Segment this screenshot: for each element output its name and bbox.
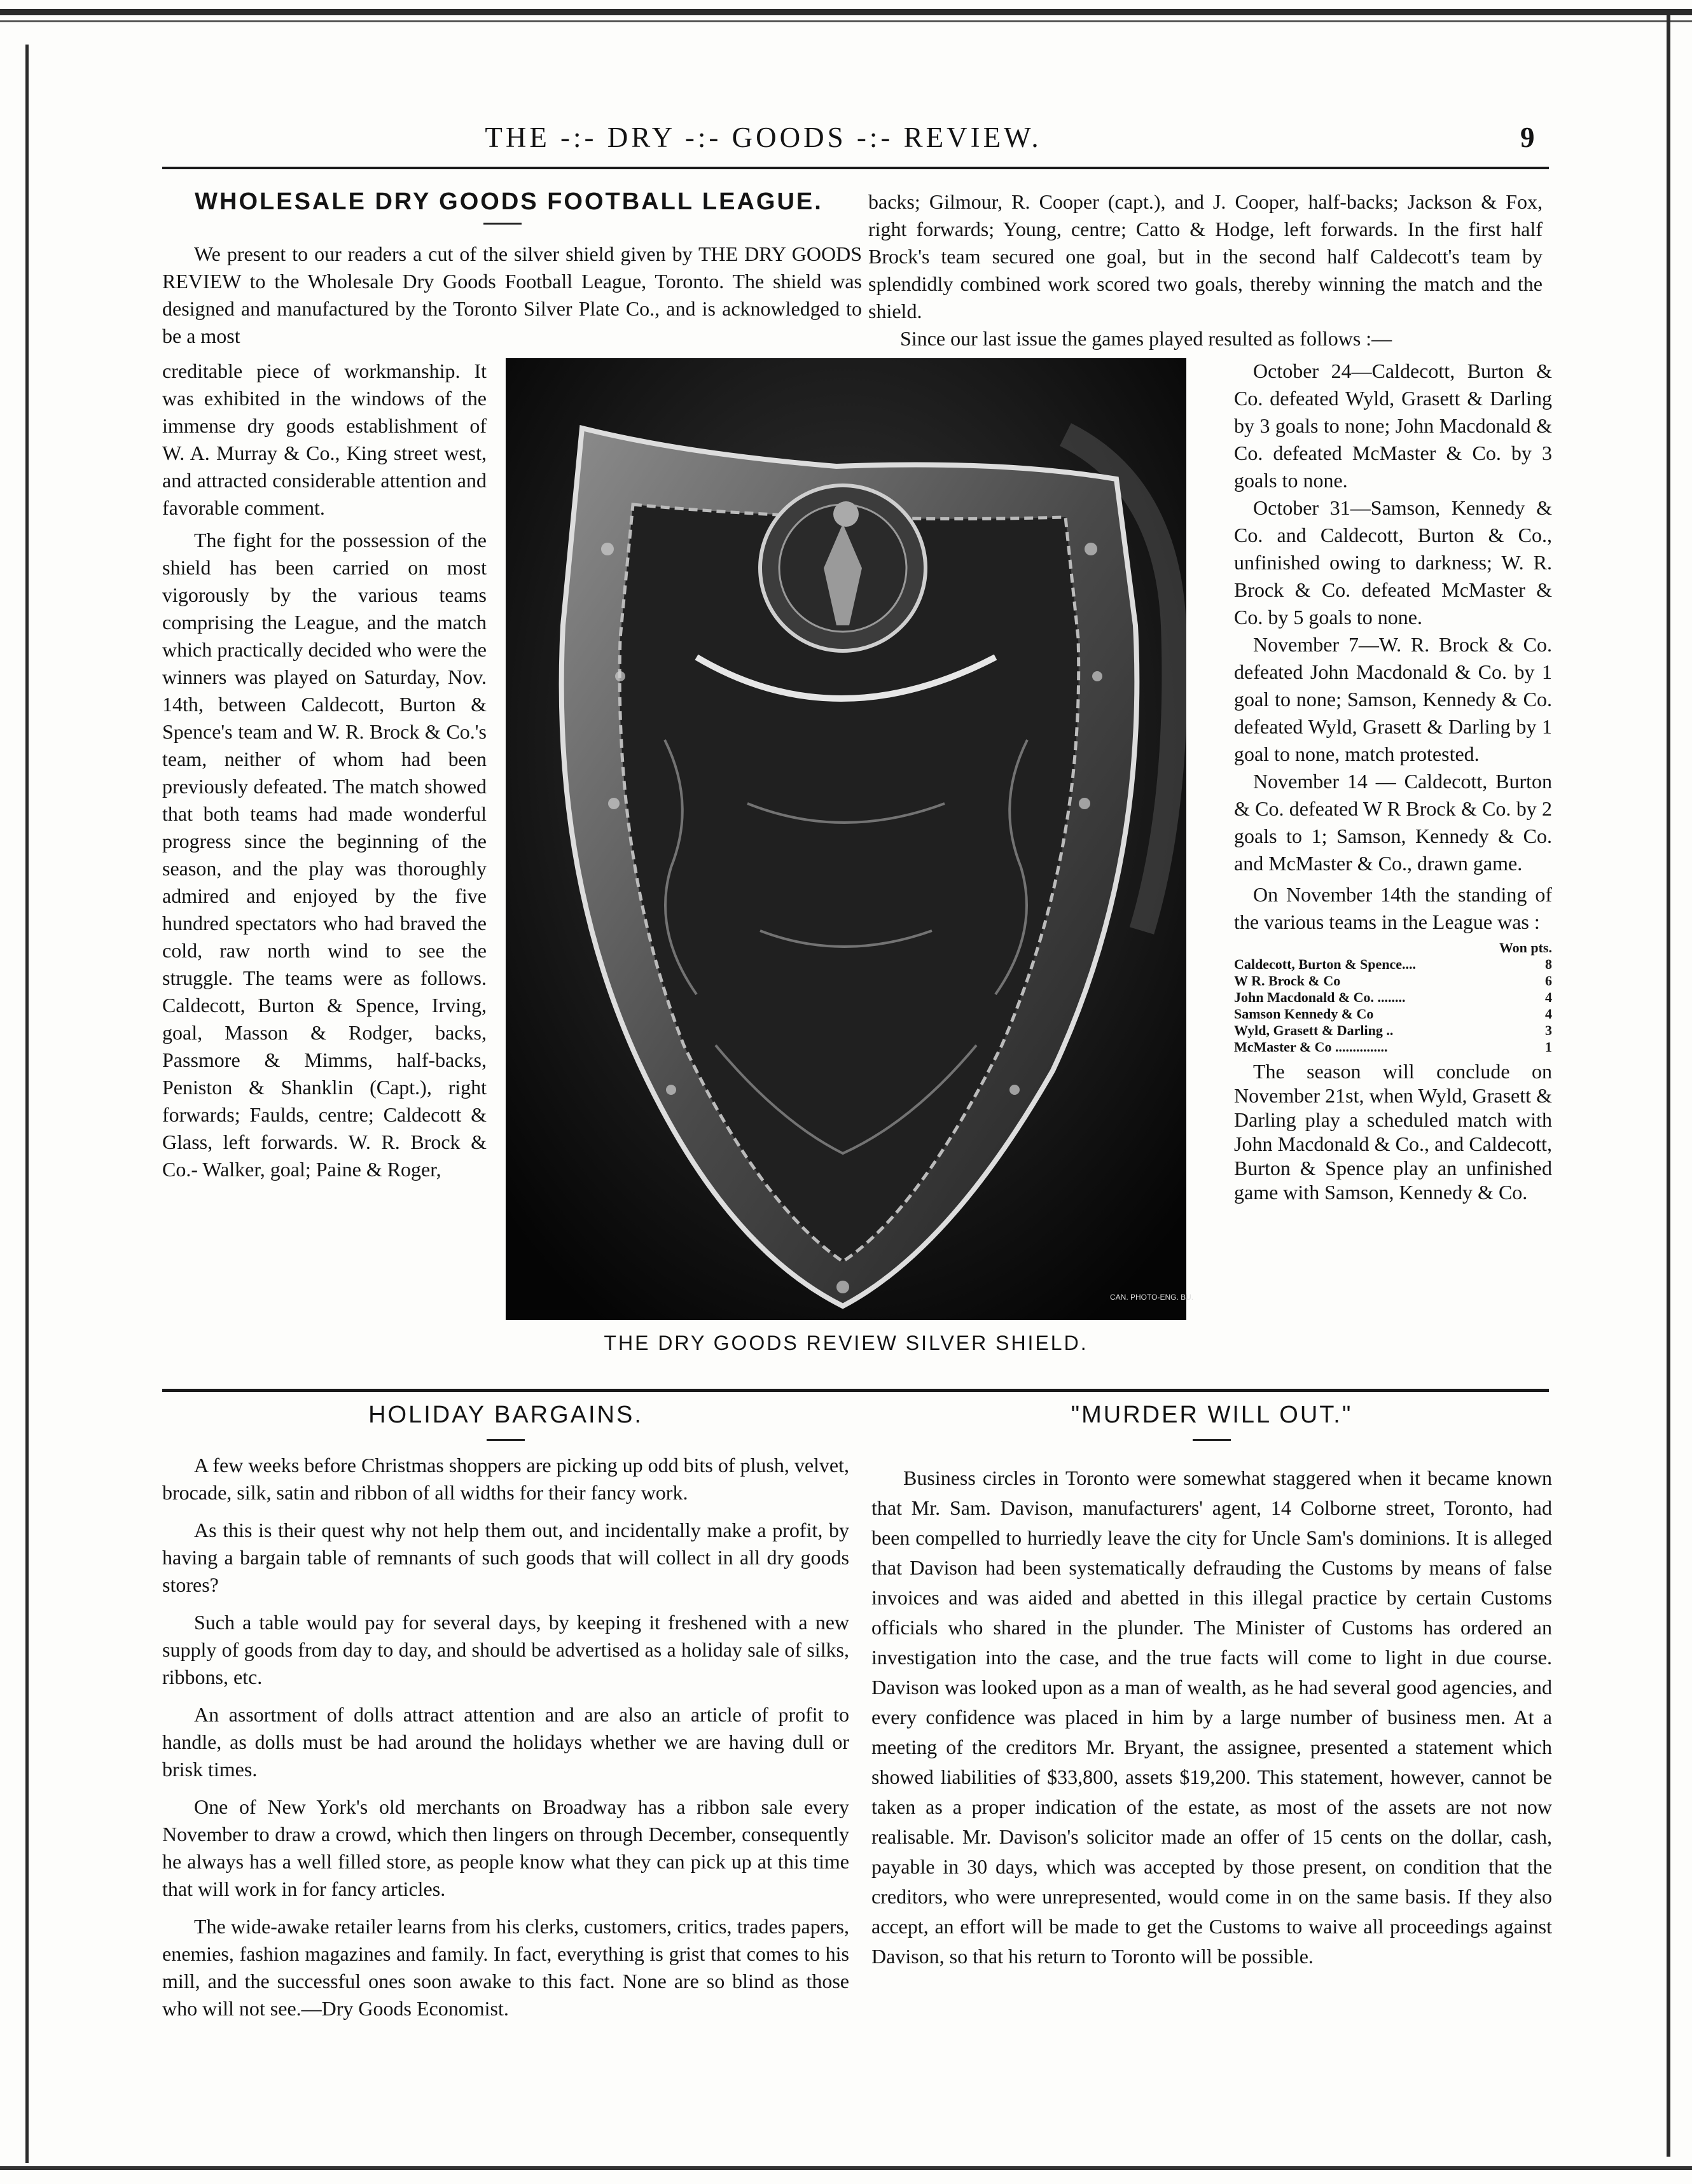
bottom-scan-border (0, 2166, 1692, 2170)
team-points: 4 (1545, 989, 1552, 1005)
holiday-para-6: The wide-awake retailer learns from his clerks, customers, critics, trades papers, enemies, fashion magazines and family. In fact, everything is grist that comes to his mill, and the successful ones soon awake to this fact. None are so blind as those who will not see.—Dry Goods Economist. (162, 1915, 849, 2020)
results-oct-24: October 24—Caldecott, Burton & Co. defeated Wyld, Grasett & Darling by 3 goals to none; John Macdonald & Co. defeated McMaster & Co. by 3 goals to none. (1234, 359, 1552, 492)
football-right-top-para-1: backs; Gilmour, R. Cooper (capt.), and J. Cooper, half-backs; Jackson & Fox, right forwards; Young, centre; Catto & Hodge, left forwards. In the first half Brock's team secured one goal, but in the second half Caldecott's team by splendidly combined work scored two goals, thereby winning the match and the shield. (868, 190, 1543, 323)
team-name: Caldecott, Burton & Spence.... (1234, 956, 1416, 972)
team-name: Samson Kennedy & Co (1234, 1006, 1374, 1022)
standings-row (1234, 1039, 1552, 1055)
running-head: THE -:- DRY -:- GOODS -:- REVIEW. (485, 122, 1042, 153)
photo-caption: THE DRY GOODS REVIEW SILVER SHIELD. (604, 1332, 1088, 1354)
team-points: 1 (1545, 1039, 1552, 1055)
holiday-para-5: One of New York's old merchants on Broadway has a ribbon sale every November to draw a crowd, which then lingers on through December, consequently he always has a well filled store, as people know what they can pick up at this time that will work in for fancy articles. (162, 1795, 849, 1900)
holiday-para-4: An assortment of dolls attract attention and are also an article of profit to handle, as dolls must be had around the holidays whether we are having dull or brisk times. (162, 1703, 849, 1781)
holiday-para-3: Such a table would pay for several days, by keeping it freshened with a new supply of goods from day to day, and should be advertised as a holiday sale of silks, ribbons, etc. (162, 1611, 849, 1688)
standings-header (1234, 940, 1552, 956)
football-left-column (162, 358, 487, 1183)
football-right-top (868, 188, 1543, 352)
standings-table (1234, 940, 1552, 1055)
team-name: McMaster & Co ............... (1234, 1039, 1388, 1055)
holiday-para-2: As this is their quest why not help them out, and incidentally make a profit, by having a bargain table of remnants of such goods that will collect in all dry goods stores? (162, 1519, 849, 1596)
holiday-title-dash (487, 1439, 525, 1441)
left-scan-border (25, 45, 29, 2163)
murder-para-1: Business circles in Toronto were somewhat staggered when it became known that Mr. Sam. Davison, manufacturers' agent, 14 Colborne street, Toronto, had been compelled to hurriedly leave the city for Uncle Sam's dominions. It is alleged that Davison had been systematically defrauding the Customs by means of false invoices and was aided and abetted in this illegal practice by certain Customs officials who shared in the plunder. The Minister of Customs has ordered an investigation into the case, and the true facts will come to light in due course. Davison was looked upon as a man of wealth, as he had several good agencies, and every confidence was placed in him by a large number of business men. At a meeting of the creditors Mr. Bryant, the assignee, presented a statement which showed liabilities of $33,800, assets $19,200. This statement, however, cannot be taken as a proper indication of the estate, as most of the assets are not now realisable. Mr. Davison's solicitor made an offer of 15 cents on the dollar, cash, payable in 30 days, which was accepted by those present, on condition that the creditors, who were unrepresented, would come in on the same basis. If they also accept, an effort will be made to get the Customs to waive all proceedings against Davison, so that his return to Toronto will be possible. (871, 1466, 1552, 1968)
football-title-dash (483, 223, 522, 225)
team-points: 3 (1545, 1022, 1552, 1038)
standings-row (1234, 1022, 1552, 1039)
football-title: WHOLESALE DRY GOODS FOOTBALL LEAGUE. (195, 188, 823, 215)
murder-column (871, 1463, 1552, 1972)
holiday-para-1: A few weeks before Christmas shoppers are picking up odd bits of plush, velvet, brocade, silk, satin and ribbon of all widths for their fancy work. (162, 1454, 850, 1504)
football-right-top-para-2: Since our last issue the games played resulted as follows :— (900, 327, 1392, 350)
silver-shield-photo (506, 358, 1186, 1320)
football-left-para-1: creditable piece of workmanship. It was exhibited in the windows of the immense dry goods establishment of W. A. Murray & Co., King street west, and attracted considerable attention and favorable comment. (162, 359, 487, 519)
top-scan-border-thin (0, 20, 1692, 22)
top-scan-border (0, 9, 1692, 15)
header-rule (162, 167, 1549, 169)
team-name: John Macdonald & Co. ........ (1234, 989, 1406, 1005)
right-scan-border (1667, 13, 1670, 2157)
standings-row (1234, 989, 1552, 1006)
football-right-column (1234, 358, 1552, 1204)
section-divider (162, 1389, 1549, 1392)
standings-row (1234, 1006, 1552, 1022)
team-name: Wyld, Grasett & Darling .. (1234, 1022, 1394, 1038)
team-name: W R. Brock & Co (1234, 973, 1341, 989)
results-oct-31: October 31—Samson, Kennedy & Co. and Caldecott, Burton & Co., unfinished owing to darkness; W. R. Brock & Co. defeated McMaster & Co. by 5 goals to none. (1234, 496, 1552, 629)
murder-title-dash (1193, 1439, 1231, 1441)
standings-row (1234, 973, 1552, 989)
standings-header-label: Won pts. (1499, 940, 1552, 956)
football-left-para-2: The fight for the possession of the shield has been carried on most vigorously by the various teams comprising the League, and the match which practically decided who were the winners was played on Saturday, Nov. 14th, between Caldecott, Burton & Spence's team and W. R. Brock & Co.'s team, neither of whom had been previously defeated. The match showed that both teams had made wonderful progress since the beginning of the season, and the play was thoroughly admired and enjoyed by the five hundred spectators who had braved the cold, raw north wind to see the struggle. The teams were as follows. Caldecott, Burton & Spence, Irving, goal, Masson & Rodger, backs, Passmore & Mimms, half-backs, Peniston & Shanklin (Capt.), right forwards; Faulds, centre; Caldecott & Glass, left forwards. W. R. Brock & Co.- Walker, goal; Paine & Roger, (162, 529, 487, 1181)
team-points: 6 (1545, 973, 1552, 989)
team-points: 8 (1545, 956, 1552, 972)
team-points: 4 (1545, 1006, 1552, 1022)
standings-row (1234, 956, 1552, 973)
holiday-column (162, 1452, 849, 2022)
season-closing: The season will conclude on November 21st, when Wyld, Grasett & Darling play a scheduled match with John Macdonald & Co., and Caldecott, Burton & Spence play an unfinished game with Samson, Kennedy & Co. (1234, 1060, 1552, 1204)
holiday-title: HOLIDAY BARGAINS. (368, 1402, 643, 1428)
page-number: 9 (1520, 122, 1535, 153)
results-nov-7: November 7—W. R. Brock & Co. defeated John Macdonald & Co. by 1 goal to none; Samson, Kennedy & Co. defeated Wyld, Grasett & Darling by 1 goal to none, match protested. (1234, 633, 1552, 765)
results-nov-14: November 14 — Caldecott, Burton & Co. defeated W R Brock & Co. by 2 goals to 1; Samson, Kennedy & Co. and McMaster & Co., drawn game. (1234, 770, 1552, 875)
murder-title: "MURDER WILL OUT." (1071, 1402, 1353, 1428)
football-intro: We present to our readers a cut of the silver shield given by THE DRY GOODS REVIEW to the Wholesale Dry Goods Football League, Toronto. The shield was designed and manufactured by the Toronto Silver Plate Co., and is acknowledged to be a most (162, 242, 862, 347)
standing-intro: On November 14th the standing of the various teams in the League was : (1234, 883, 1552, 933)
photo-credit: CAN. PHOTO-ENG. BU. (1110, 1293, 1194, 1302)
